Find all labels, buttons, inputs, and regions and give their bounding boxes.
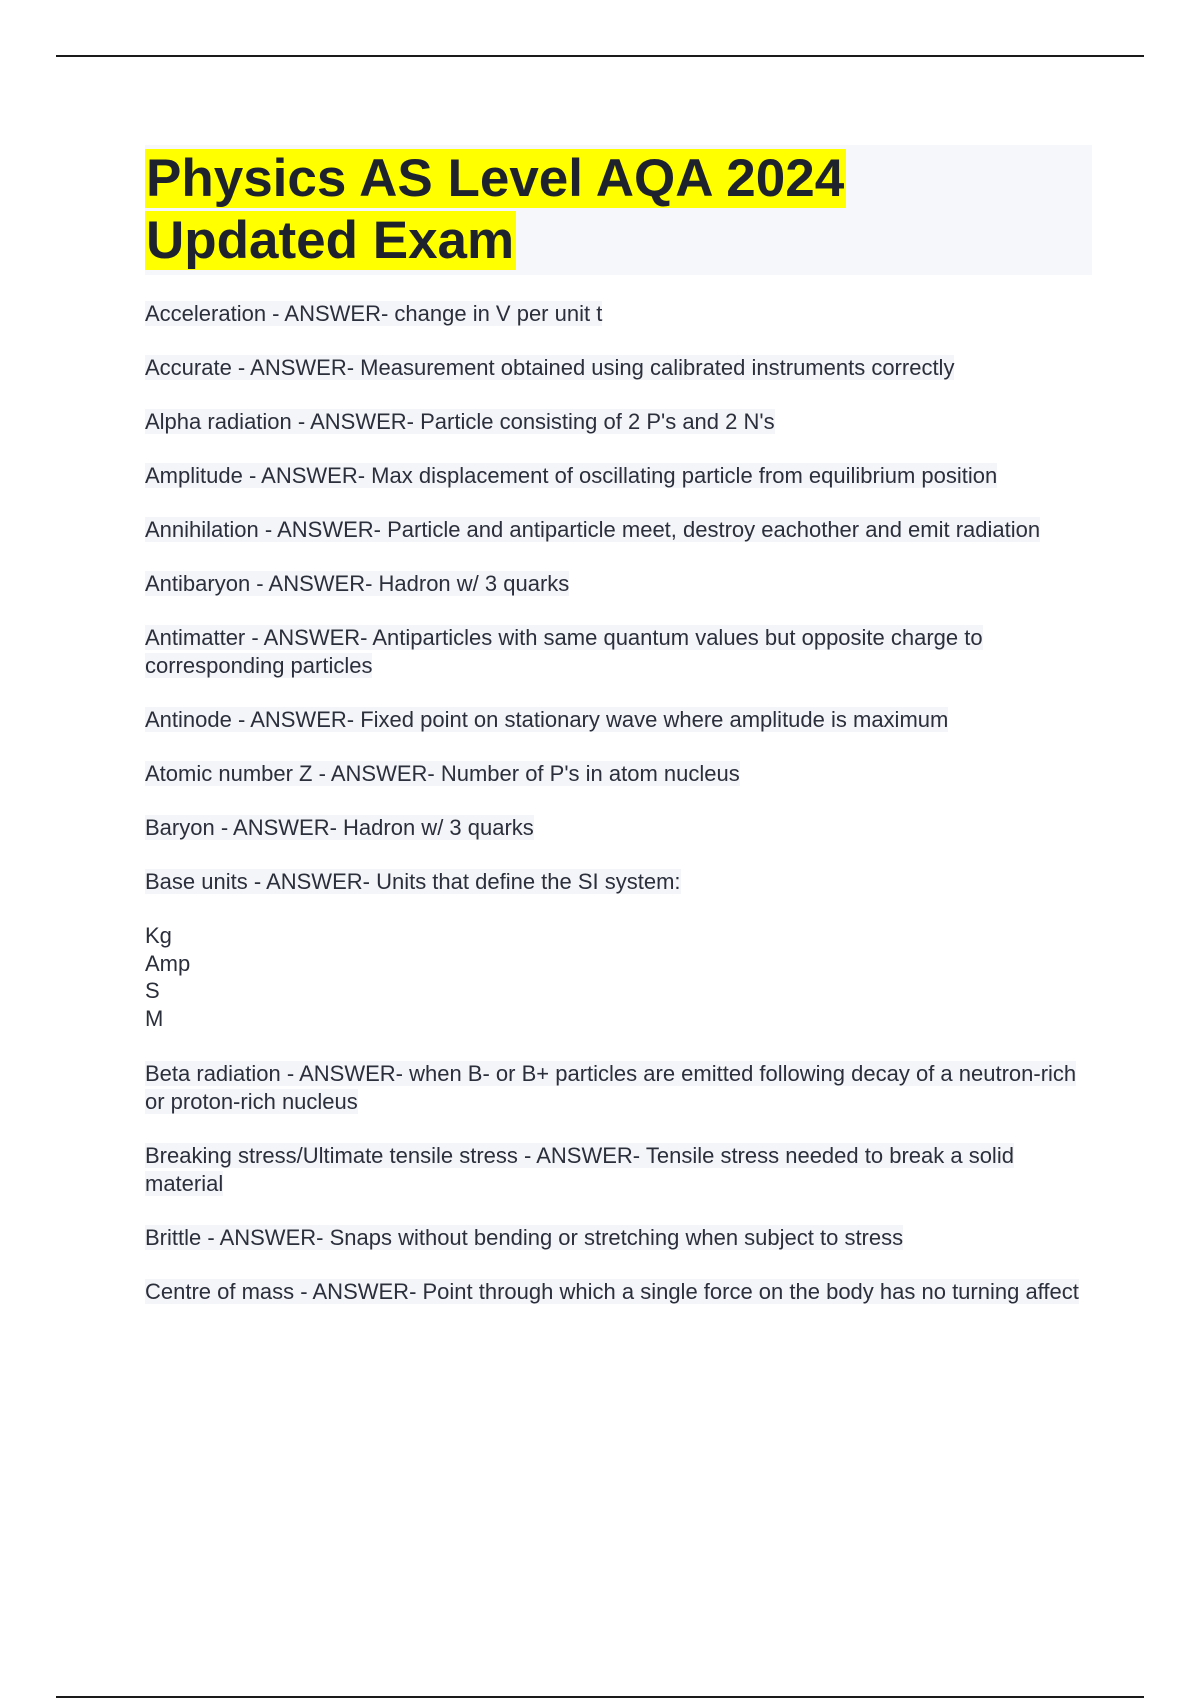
list-item	[145, 516, 1095, 544]
entry-text: Antimatter - ANSWER- Antiparticles with same quantum values but opposite charge to corresponding particles	[145, 625, 983, 678]
base-unit-item: M	[145, 1005, 164, 1031]
entry-text: Base units - ANSWER- Units that define the SI system:	[145, 869, 681, 894]
entry-text: Atomic number Z - ANSWER- Number of P's in atom nucleus	[145, 761, 740, 786]
bottom-rule	[56, 1696, 1144, 1698]
list-item	[145, 462, 1095, 490]
list-item	[145, 814, 1095, 842]
base-unit-item: Kg	[145, 923, 172, 948]
list-item	[145, 1224, 1095, 1252]
entry-text: Amplitude - ANSWER- Max displacement of oscillating particle from equilibrium position	[145, 463, 998, 488]
entry-text: Beta radiation - ANSWER- when B- or B+ particles are emitted following decay of a neutron-rich or proton-rich nucleus	[145, 1061, 1077, 1114]
list-item	[145, 570, 1095, 598]
base-unit-item: S	[145, 978, 160, 1003]
list-item	[145, 1142, 1095, 1198]
list-item	[145, 868, 1095, 896]
entry-text: Annihilation - ANSWER- Particle and antiparticle meet, destroy eachother and emit radiation	[145, 517, 1041, 542]
base-unit-item: Amp	[145, 950, 191, 976]
list-item	[145, 624, 1095, 680]
entry-text: Acceleration - ANSWER- change in V per unit t	[145, 301, 603, 326]
title-line-1: Physics AS Level AQA 2024	[146, 149, 845, 208]
entry-text: Antibaryon - ANSWER- Hadron w/ 3 quarks	[145, 571, 570, 596]
list-item	[145, 354, 1095, 382]
page-title	[145, 145, 1092, 272]
entry-text: Antinode - ANSWER- Fixed point on stationary wave where amplitude is maximum	[145, 707, 949, 732]
entry-text: Alpha radiation - ANSWER- Particle consisting of 2 P's and 2 N's	[145, 409, 775, 434]
title-line-2: Updated Exam	[146, 211, 515, 270]
list-item	[145, 1278, 1095, 1306]
base-units-list	[145, 922, 1095, 1032]
list-item	[145, 408, 1095, 436]
list-item	[145, 760, 1095, 788]
flashcard-list	[145, 300, 1095, 1332]
list-item	[145, 300, 1095, 328]
entry-text: Accurate - ANSWER- Measurement obtained using calibrated instruments correctly	[145, 355, 955, 380]
entry-text: Breaking stress/Ultimate tensile stress - ANSWER- Tensile stress needed to break a solid material	[145, 1143, 1014, 1196]
top-rule	[56, 55, 1144, 57]
title-block	[145, 145, 1092, 275]
list-item	[145, 706, 1095, 734]
list-item	[145, 1060, 1095, 1116]
entry-text: Baryon - ANSWER- Hadron w/ 3 quarks	[145, 815, 534, 840]
entry-text: Centre of mass - ANSWER- Point through which a single force on the body has no turning affect	[145, 1279, 1079, 1304]
entry-text: Brittle - ANSWER- Snaps without bending or stretching when subject to stress	[145, 1225, 904, 1250]
